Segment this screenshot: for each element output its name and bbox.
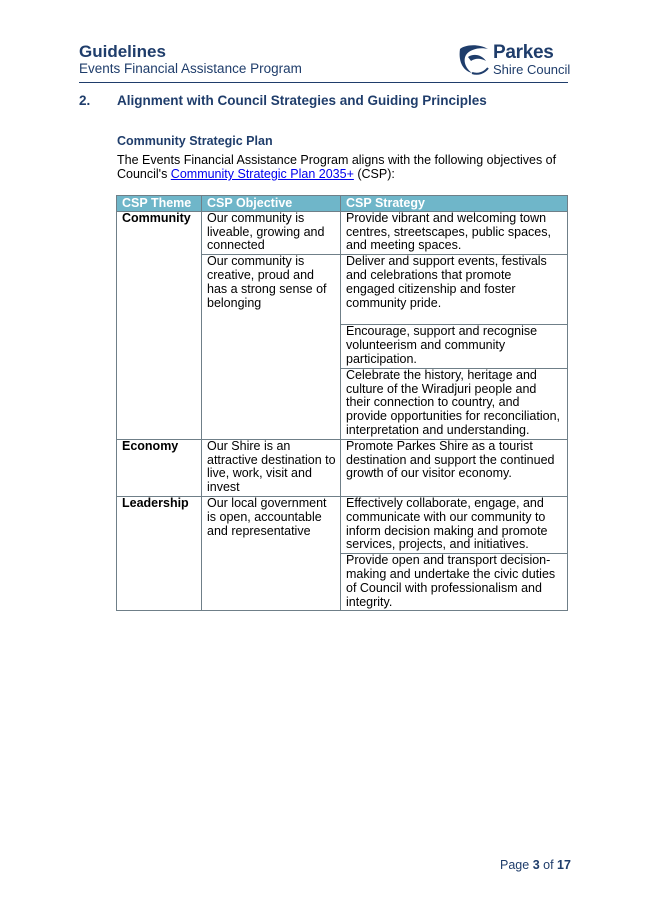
column-header-objective: CSP Objective <box>202 196 341 212</box>
strategy-cell: Promote Parkes Shire as a tourist destination and support the continued growth of our visitor economy. <box>341 439 568 496</box>
strategy-cell: Provide vibrant and welcoming town centres, streetscapes, public spaces, and meeting spaces. <box>341 211 568 254</box>
strategy-cell: Deliver and support events, festivals and celebrations that promote engaged citizenship and foster community pride. <box>341 255 568 325</box>
table-row <box>117 496 568 553</box>
paragraph-text-before: The Events Financial Assistance Program aligns with the following objectives of Council's <box>117 153 557 181</box>
section-number: 2. <box>79 93 91 108</box>
csp-link[interactable]: Community Strategic Plan 2035+ <box>170 167 354 181</box>
parkes-shire-council-logo <box>456 43 576 79</box>
page-number: 3 <box>532 858 540 872</box>
table-row <box>117 439 568 496</box>
bird-swoosh-icon <box>456 43 492 79</box>
objective-cell: Our Shire is an attractive destination to live, work, visit and invest <box>202 439 341 496</box>
theme-cell: Economy <box>117 439 202 496</box>
intro-paragraph <box>117 153 567 181</box>
theme-cell: Community <box>117 211 202 439</box>
table-row <box>117 211 568 254</box>
strategy-cell: Provide open and transport decision-making and undertake the civic duties of Council with professionalism and integrity. <box>341 554 568 611</box>
objective-cell: Our local government is open, accountable and representative <box>202 496 341 610</box>
objective-cell: Our community is creative, proud and has a strong sense of belonging <box>202 255 341 440</box>
page-label: Page <box>500 858 530 872</box>
column-header-strategy: CSP Strategy <box>341 196 568 212</box>
theme-cell: Leadership <box>117 496 202 610</box>
strategy-cell: Effectively collaborate, engage, and communicate with our community to inform decision making and promote services, projects, and initiatives. <box>341 496 568 553</box>
strategy-cell: Celebrate the history, heritage and culture of the Wiradjuri people and their connection to country, and provide opportunities for reconciliation, interpretation and understanding. <box>341 368 568 439</box>
objective-cell: Our community is liveable, growing and connected <box>202 211 341 254</box>
table-header-row <box>117 196 568 212</box>
logo-text-shire-council: Shire Council <box>493 62 571 77</box>
page-footer <box>500 858 571 872</box>
section-title: Alignment with Council Strategies and Guiding Principles <box>117 93 487 108</box>
paragraph-text-after: (CSP): <box>353 167 395 181</box>
header-divider <box>79 82 568 83</box>
header-title: Guidelines <box>79 42 166 61</box>
subheading: Community Strategic Plan <box>117 134 273 148</box>
strategy-cell: Encourage, support and recognise volunteerism and community participation. <box>341 325 568 368</box>
logo-text-parkes: Parkes <box>493 42 554 63</box>
header-subtitle: Events Financial Assistance Program <box>79 61 302 76</box>
total-pages: 17 <box>557 858 571 872</box>
of-label: of <box>543 858 554 872</box>
column-header-theme: CSP Theme <box>117 196 202 212</box>
csp-alignment-table <box>116 195 568 611</box>
